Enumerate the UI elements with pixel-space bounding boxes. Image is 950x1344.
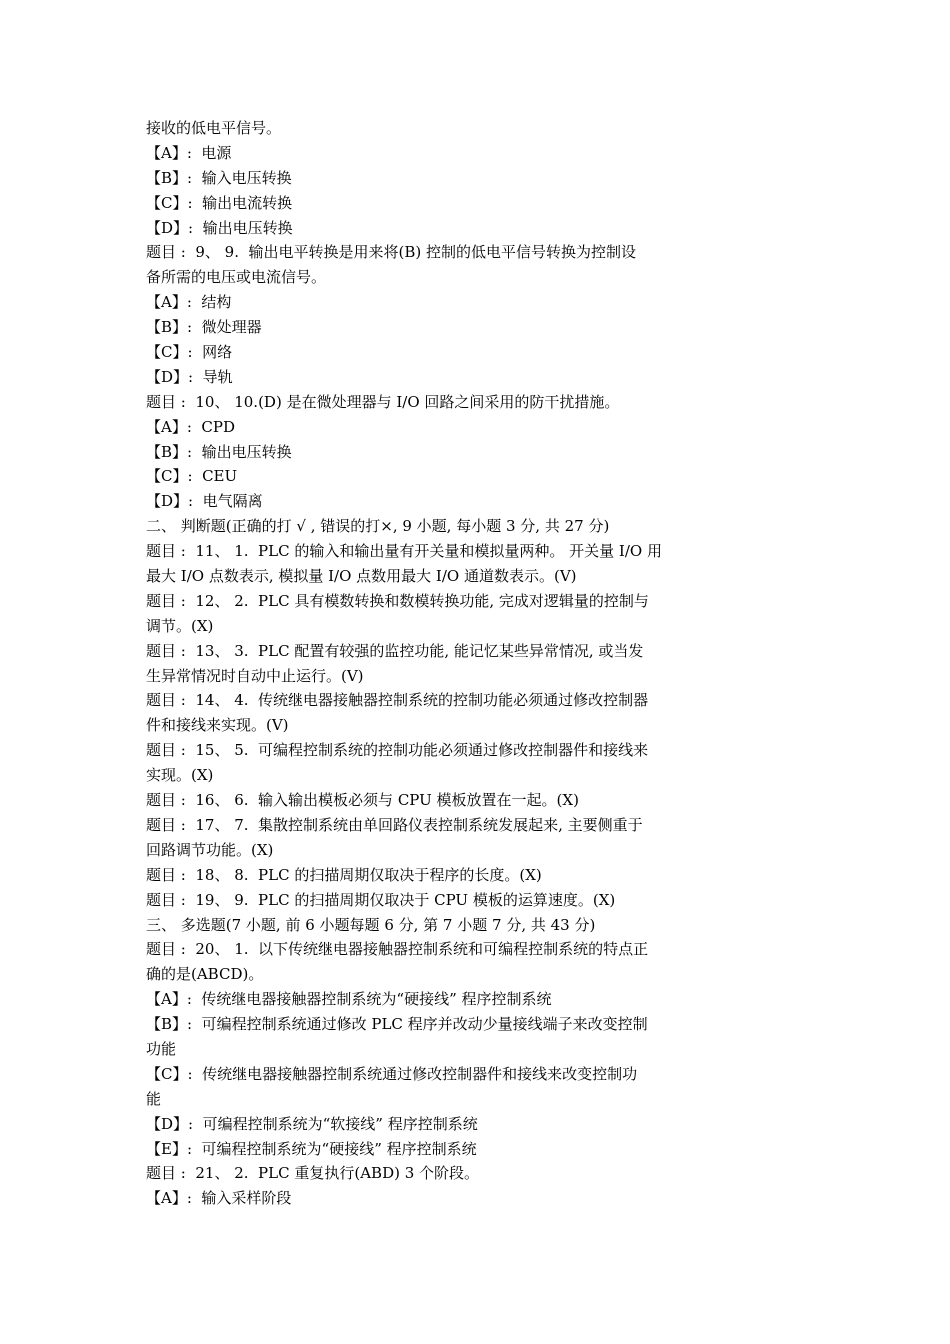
option-c: 【C】: 网络 <box>146 343 233 362</box>
section-heading-multiple-choice: 三、 多选题(7 小题, 前 6 小题每题 6 分, 第 7 小题 7 分, 共 43 分) <box>146 915 596 934</box>
option-b: 【B】: 输出电压转换 <box>146 442 292 461</box>
option-d: 【D】: 可编程控制系统为“软接线” 程序控制系统 <box>146 1114 478 1133</box>
question-14: 题目 : 14、 4. 传统继电器接触器控制系统的控制功能必须通过修改控制器 <box>146 691 649 710</box>
option-a: 【A】: 结构 <box>146 293 232 312</box>
text-line: 最大 I/O 点数表示, 模拟量 I/O 点数用最大 I/O 通道数表示。(V) <box>146 567 577 586</box>
option-b: 【B】: 输入电压转换 <box>146 168 292 187</box>
text-line: 调节。(X) <box>146 616 214 635</box>
option-c: 【C】: CEU <box>146 467 238 486</box>
question-11: 题目 : 11、 1. PLC 的输入和输出量有开关量和模拟量两种。 开关量 I/O 用 <box>146 542 662 561</box>
question-16: 题目 : 16、 6. 输入输出模板必须与 CPU 模板放置在一起。(X) <box>146 791 579 810</box>
option-d: 【D】: 导轨 <box>146 367 233 386</box>
text-line: 实现。(X) <box>146 766 214 785</box>
option-a: 【A】: 传统继电器接触器控制系统为“硬接线” 程序控制系统 <box>146 990 552 1009</box>
option-d: 【D】: 输出电压转换 <box>146 218 293 237</box>
text-line: 能 <box>146 1089 162 1108</box>
question-9: 题目 : 9、 9. 输出电平转换是用来将(B) 控制的低电平信号转换为控制设 <box>146 243 637 262</box>
option-a: 【A】: CPD <box>146 417 236 436</box>
option-a: 【A】: 电源 <box>146 143 232 162</box>
question-10: 题目 : 10、 10.(D) 是在微处理器与 I/O 回路之间采用的防干扰措施。 <box>146 392 620 411</box>
text-line: 接收的低电平信号。 <box>146 119 282 137</box>
text-line: 功能 <box>146 1039 177 1058</box>
option-b: 【B】: 微处理器 <box>146 318 262 337</box>
text-line: 件和接线来实现。(V) <box>146 716 289 735</box>
question-18: 题目 : 18、 8. PLC 的扫描周期仅取决于程序的长度。(X) <box>146 865 542 884</box>
section-heading-true-false: 二、 判断题(正确的打 √ , 错误的打×, 9 小题, 每小题 3 分, 共 27 分) <box>146 517 610 536</box>
question-13: 题目 : 13、 3. PLC 配置有较强的监控功能, 能记忆某些异常情况, 或当发 <box>146 641 644 660</box>
question-21: 题目 : 21、 2. PLC 重复执行(ABD) 3 个阶段。 <box>146 1164 480 1183</box>
option-c: 【C】: 传统继电器接触器控制系统通过修改控制器件和接线来改变控制功 <box>146 1064 638 1083</box>
text-line: 回路调节功能。(X) <box>146 840 274 859</box>
text-line: 备所需的电压或电流信号。 <box>146 268 327 287</box>
option-a: 【A】: 输入采样阶段 <box>146 1189 292 1208</box>
document-body <box>146 116 786 1211</box>
option-b: 【B】: 可编程控制系统通过修改 PLC 程序并改动少量接线端子来改变控制 <box>146 1015 648 1034</box>
option-d: 【D】: 电气隔离 <box>146 492 263 511</box>
text-line: 确的是(ABCD)。 <box>146 965 264 984</box>
option-e: 【E】: 可编程控制系统为“硬接线” 程序控制系统 <box>146 1139 477 1158</box>
text-line: 生异常情况时自动中止运行。(V) <box>146 666 364 685</box>
question-17: 题目 : 17、 7. 集散控制系统由单回路仪表控制系统发展起来, 主要侧重于 <box>146 815 643 834</box>
question-12: 题目 : 12、 2. PLC 具有模数转换和数模转换功能, 完成对逻辑量的控制与 <box>146 591 649 610</box>
option-c: 【C】: 输出电流转换 <box>146 193 293 212</box>
question-15: 题目 : 15、 5. 可编程控制系统的控制功能必须通过修改控制器件和接线来 <box>146 741 649 760</box>
question-20: 题目 : 20、 1. 以下传统继电器接触器控制系统和可编程控制系统的特点正 <box>146 940 649 959</box>
question-19: 题目 : 19、 9. PLC 的扫描周期仅取决于 CPU 模板的运算速度。(X) <box>146 890 616 909</box>
